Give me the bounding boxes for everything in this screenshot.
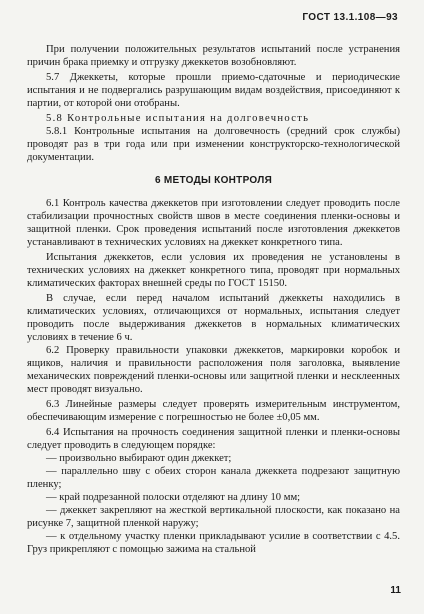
paragraph-resume-acceptance: При получении положительных результатов испытаний после устранения причин брака приемку и отгрузку джеккетов возобновляют.: [27, 44, 400, 68]
page-number: 11: [390, 585, 401, 596]
paragraph-test-conditions: Испытания джеккетов, если условия их проведения не установлены в технических условиях на джеккет конкретного типа, проводят при нормальных климатических факторах внешней среды по ГОСТ 15150.: [27, 252, 400, 289]
paragraph-6-1: 6.1 Контроль качества джеккетов при изготовлении следует проводить после стабилизации прочностных свойств швов в месте соединения пленки-основы и защитной пленки. Срок проведения испытаний после изготовления джеккетов устанавливают в технических условиях на джеккет конкретного типа.: [27, 198, 400, 248]
paragraph-6-3: 6.3 Линейные размеры следует проверять измерительным инструментом, обеспечивающим измерение с погрешностью не более ±0,05 мм.: [27, 399, 400, 423]
paragraph-6-4: 6.4 Испытания на прочность соединения защитной пленки и пленки-основы следует проводить в следующем порядке:: [27, 427, 400, 451]
list-item: — джеккет закрепляют на жесткой вертикальной плоскости, как показано на рисунке 7, защитной пленкой наружу;: [27, 505, 400, 529]
list-item: — произвольно выбирают один джеккет;: [46, 453, 232, 464]
paragraph-5-8-1: 5.8.1 Контрольные испытания на долговечность (средний срок службы) проводят раз в три года или при изменении конструкторско-технологической документации.: [27, 126, 400, 163]
list-item: — параллельно шву с обеих сторон канала джеккета подрезают защитную пленку;: [27, 466, 400, 490]
standard-code-header: ГОСТ 13.1.108—93: [302, 12, 398, 23]
document-body: [27, 43, 400, 556]
paragraph-5-7: 5.7 Джеккеты, которые прошли приемо-сдаточные и периодические испытания и не подвергались разрушающим видам воздействия, присоединяют к партии, от которой они отобраны.: [27, 72, 400, 109]
paragraph-6-2: 6.2 Проверку правильности упаковки джеккетов, маркировки коробок и ящиков, наличия и правильности расположения поля заголовка, выявление механических повреждений пленки-основы или защитной пленки и несклеенных мест проводят визуально.: [27, 345, 400, 395]
paragraph-climate-hold: В случае, если перед началом испытаний джеккеты находились в климатических условиях, отличающихся от нормальных, испытания следует проводить после выдерживания джеккетов в нормальных климатических условиях в течение 6 ч.: [27, 293, 400, 343]
section-title: 6 МЕТОДЫ КОНТРОЛЯ: [154, 175, 273, 186]
list-item: — край подрезанной полоски отделяют на длину 10 мм;: [46, 492, 301, 503]
subheading-5-8: 5.8 Контрольные испытания на долговечность: [46, 113, 310, 124]
list-item: — к отдельному участку пленки прикладывают усилие в соответствии с 4.5. Груз прикрепляют с помощью зажима на стальной: [27, 531, 400, 555]
